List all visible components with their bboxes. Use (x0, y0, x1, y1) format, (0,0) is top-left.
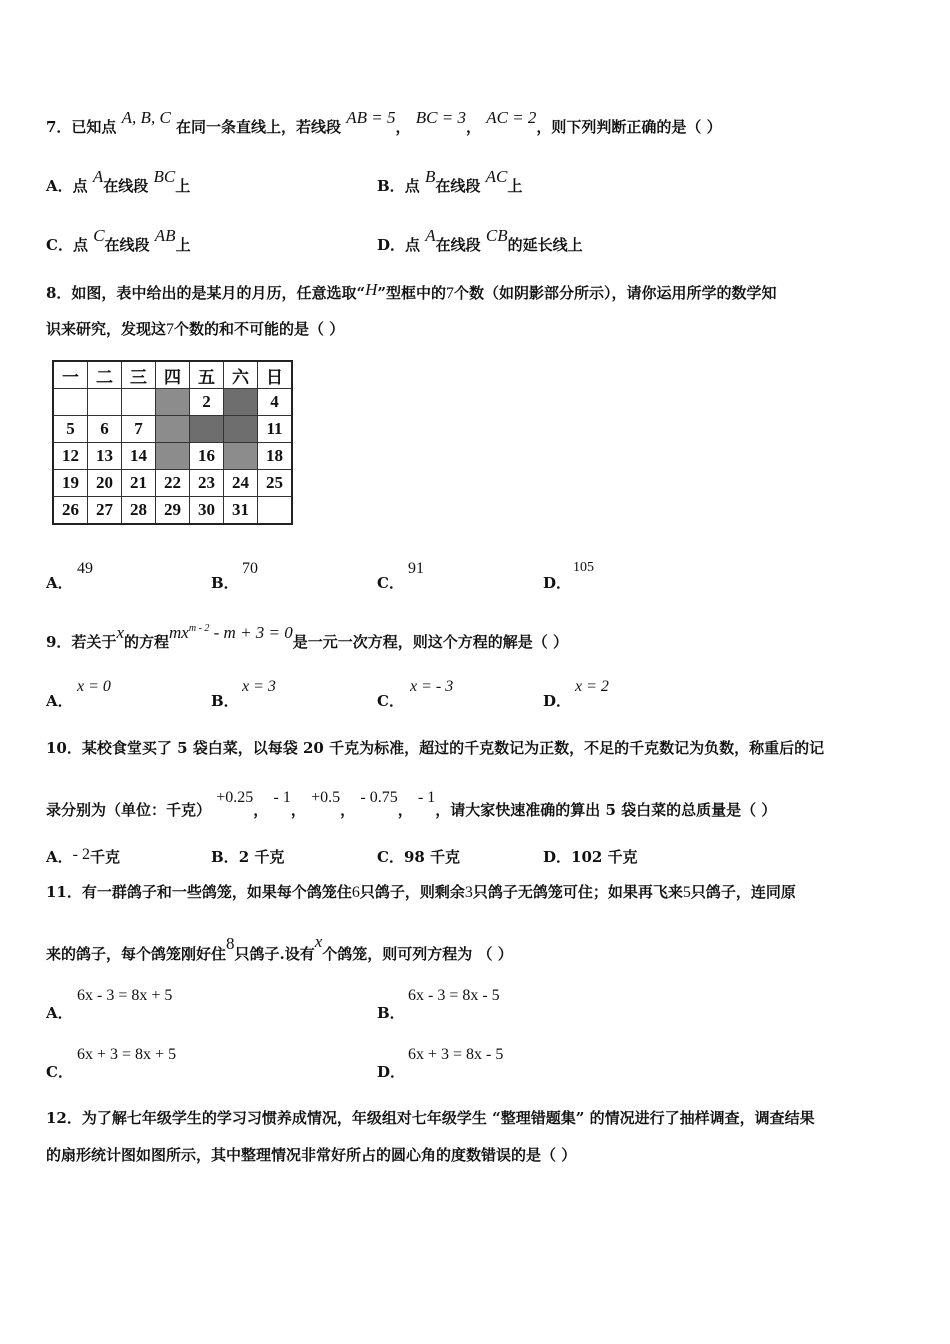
calendar-cell: 28 (122, 497, 156, 525)
q9-text: 是一元一次方程，则这个方程的解是（ ） (292, 633, 569, 651)
q11-stem-line2 (46, 932, 513, 964)
calendar-cell-shaded (224, 443, 258, 470)
q8-stem-line1 (46, 282, 777, 303)
option-text: 点 (72, 177, 88, 195)
calendar-cell: 4 (258, 389, 293, 416)
option-label: C． (377, 574, 404, 592)
calendar-cell-shaded (156, 416, 190, 443)
q11-text: 11．有一群鸽子和一些鸽笼，如果每个鸽笼住 (46, 883, 352, 901)
option-value: x = - 3 (410, 678, 454, 695)
calendar-cell: 25 (258, 470, 293, 497)
option-label: D． (377, 236, 406, 254)
q11-x: x (314, 932, 323, 951)
option-number: - 2 (72, 846, 90, 863)
option-unit: 千克 (249, 848, 285, 866)
option-label: A． (46, 692, 73, 710)
calendar-cell: 29 (156, 497, 190, 525)
q8-seven: 7 (166, 321, 175, 338)
q8-option-c[interactable] (377, 572, 404, 593)
option-segment: AB (154, 226, 176, 245)
option-point: A (92, 167, 104, 186)
option-label: C． (377, 848, 404, 866)
option-unit: 千克 (424, 848, 461, 866)
option-text: 点 (72, 236, 88, 254)
q10-option-c[interactable] (377, 846, 460, 867)
option-point: C (93, 226, 105, 245)
q7-sep2: ， (465, 118, 481, 136)
option-label: D． (377, 1063, 406, 1081)
calendar-cell: 14 (122, 443, 156, 470)
option-label: C． (46, 1063, 73, 1081)
q8-option-d[interactable] (543, 572, 571, 593)
q7-points: A, B, C (121, 108, 171, 127)
q7-sep1: ， (395, 118, 411, 136)
q11-text: 只鸽子无鸽笼可住；如果再飞来 (472, 883, 683, 901)
option-label: A． (46, 1004, 73, 1022)
weekday-header: 三 (122, 361, 156, 389)
calendar-cell: 26 (53, 497, 88, 525)
q9-exponent: m - 2 (188, 623, 210, 634)
q10-comma: ， (397, 801, 413, 819)
option-unit: 千克 (89, 848, 120, 866)
option-number: 2 (238, 848, 250, 866)
q11-text: 来的鸽子，每个鸽笼刚好住 (46, 945, 227, 963)
q8-option-b-value: 70 (242, 560, 258, 577)
calendar-cell: 21 (122, 470, 156, 497)
calendar-cell: 31 (224, 497, 258, 525)
q10-text: ，请大家快速准确的算出 5 袋白菜的总质量是（ ） (435, 801, 777, 819)
q7-ac: AC = 2 (486, 108, 537, 127)
q10-value: - 1 (273, 789, 291, 806)
calendar-cell (258, 497, 293, 525)
calendar-cell: 11 (258, 416, 293, 443)
option-segment: BC (153, 167, 176, 186)
q8-option-b[interactable] (211, 572, 239, 593)
calendar-cell: 13 (88, 443, 122, 470)
q7-option-c[interactable] (46, 226, 191, 255)
option-label: C． (377, 692, 404, 710)
weekday-header: 日 (258, 361, 293, 389)
q8-stem-line2 (46, 318, 344, 339)
q8-option-a-value: 49 (77, 560, 93, 577)
q8-h: H (365, 280, 378, 299)
q12-stem-line1: 12．为了解七年级学生的学习习惯养成情况，年级组对七年级学生 “整理错题集” 的情况进行了抽样调查，调查结果 (46, 1109, 815, 1127)
q12-stem-line2: 的扇形统计图如图所示，其中整理情况非常好所占的圆心角的度数错误的是（ ） (46, 1146, 577, 1164)
q7-number: 7．已知点 (46, 118, 117, 136)
calendar-cell (88, 389, 122, 416)
q7-option-d[interactable] (377, 226, 583, 255)
weekday-header: 一 (53, 361, 88, 389)
q8-text: 识来研究，发现这 (46, 320, 167, 338)
q11-option-c[interactable] (46, 1061, 73, 1082)
q9-text: 的方程 (123, 633, 169, 651)
calendar-cell: 7 (122, 416, 156, 443)
option-label: D． (543, 692, 572, 710)
calendar-row (53, 389, 292, 416)
q11-option-d[interactable] (377, 1061, 405, 1082)
q10-stem-line1: 10．某校食堂买了 5 袋白菜，以每袋 20 千克为标准，超过的千克数记为正数，不足的千克数记为负数，称重后的记 (46, 739, 825, 757)
q9-text: 9．若关于 (46, 633, 117, 651)
q8-option-d-value: 105 (573, 560, 594, 575)
q10-value: - 1 (417, 789, 436, 806)
calendar-cell: 5 (53, 416, 88, 443)
option-number: 102 (571, 848, 603, 866)
calendar-header-row (53, 361, 292, 389)
q11-option-b[interactable] (377, 1002, 405, 1023)
weekday-header: 二 (88, 361, 122, 389)
calendar-row (53, 443, 292, 470)
q9-equation: - m + 3 = 0 (209, 623, 293, 642)
q10-value: - 0.75 (360, 789, 398, 806)
option-label: C． (46, 236, 73, 254)
option-text: 在线段 (435, 236, 481, 254)
calendar-cell (53, 389, 88, 416)
option-label: B． (211, 692, 239, 710)
q9-option-a-value (77, 678, 111, 696)
q7-text1: 在同一条直线上，若线段 (176, 118, 342, 136)
q8-text: 个数的和不可能的是（ ） (174, 320, 345, 338)
calendar-cell: 18 (258, 443, 293, 470)
q11-option-b-value: 6x - 3 = 8x - 5 (408, 987, 500, 1004)
q10-option-b[interactable] (211, 846, 284, 867)
q8-text: ”型框中的 (377, 284, 446, 302)
q9-option-d[interactable] (543, 690, 571, 711)
option-text: 上 (175, 177, 191, 195)
option-text: 在线段 (435, 177, 481, 195)
calendar-cell-shaded (224, 389, 258, 416)
option-text: 在线段 (103, 177, 149, 195)
q9-option-b[interactable] (211, 690, 239, 711)
calendar-cell: 19 (53, 470, 88, 497)
option-text: 上 (175, 236, 191, 254)
q7-bc: BC = 3 (415, 108, 466, 127)
calendar-cell: 16 (190, 443, 224, 470)
q9-option-a[interactable] (46, 690, 73, 711)
calendar-cell: 2 (190, 389, 224, 416)
calendar-cell-shaded (156, 443, 190, 470)
q11-five: 5 (682, 884, 691, 901)
calendar-row (53, 497, 292, 525)
q11-option-a[interactable] (46, 1002, 73, 1023)
q8-option-a[interactable] (46, 572, 73, 593)
q9-option-c-value (410, 678, 453, 696)
q10-option-a[interactable] (46, 846, 120, 867)
option-unit: 千克 (602, 848, 638, 866)
q9-option-d-value (575, 678, 609, 696)
q7-option-b[interactable] (377, 167, 523, 196)
option-label: B． (211, 848, 239, 866)
q10-value: +0.5 (311, 789, 341, 806)
q11-six: 6 (351, 884, 360, 901)
q11-option-d-value: 6x + 3 = 8x - 5 (408, 1046, 504, 1063)
option-text: 在线段 (104, 236, 150, 254)
option-label: A． (46, 177, 73, 195)
q10-stem-line2 (46, 789, 777, 820)
option-point: B (424, 167, 436, 186)
calendar-row (53, 470, 292, 497)
q11-text: 只鸽子.设有 (234, 945, 315, 963)
q10-comma: ， (290, 801, 306, 819)
option-point: A (425, 226, 436, 245)
calendar-table (52, 360, 293, 525)
q11-three: 3 (464, 884, 473, 901)
calendar-cell: 23 (190, 470, 224, 497)
q9-equation: mx (169, 623, 189, 642)
calendar-cell: 20 (88, 470, 122, 497)
calendar-cell: 24 (224, 470, 258, 497)
q8-seven: 7 (446, 285, 454, 302)
q11-text: 只鸽子，连同原 (690, 883, 796, 901)
option-text: 的延长线上 (507, 236, 583, 254)
q11-text: 个鸽笼，则可列方程为 （ ） (322, 945, 513, 963)
calendar-cell (122, 389, 156, 416)
weekday-header: 六 (224, 361, 258, 389)
option-label: B． (211, 574, 239, 592)
option-number: 98 (403, 848, 425, 866)
option-text: 点 (404, 177, 420, 195)
option-label: B． (377, 177, 405, 195)
q10-option-d[interactable] (543, 846, 638, 867)
q8-text: 8．如图，表中给出的是某月的月历，任意选取“ (46, 284, 366, 302)
weekday-header: 五 (190, 361, 224, 389)
option-segment: CB (485, 226, 508, 245)
option-label: A． (46, 848, 73, 866)
q9-x: x (116, 623, 124, 642)
calendar-cell-shaded (224, 416, 258, 443)
q7-option-a[interactable] (46, 167, 191, 196)
q7-stem (46, 108, 722, 137)
option-label: D． (543, 848, 572, 866)
weekday-header: 四 (156, 361, 190, 389)
q11-option-a-value: 6x - 3 = 8x + 5 (77, 987, 173, 1004)
option-value: x = 3 (242, 678, 276, 695)
q7-ab: AB = 5 (346, 108, 396, 127)
calendar-cell: 30 (190, 497, 224, 525)
q7-text2: ，则下列判断正确的是（ ） (536, 118, 722, 136)
q11-option-c-value: 6x + 3 = 8x + 5 (77, 1046, 177, 1063)
calendar-cell-shaded (156, 389, 190, 416)
calendar-cell: 27 (88, 497, 122, 525)
q10-value: +0.25 (216, 789, 254, 806)
q11-text: 只鸽子，则剩余 (359, 883, 465, 901)
q8-option-c-value: 91 (408, 560, 424, 577)
q10-text: 录分别为（单位：千克） (46, 801, 212, 819)
option-text: 上 (507, 177, 523, 195)
q10-comma: ， (340, 801, 356, 819)
option-value: x = 0 (77, 678, 111, 695)
calendar-cell-shaded (190, 416, 224, 443)
option-label: A． (46, 574, 73, 592)
q8-text: 个数（如阴影部分所示），请你运用所学的数学知 (454, 284, 777, 302)
option-label: B． (377, 1004, 405, 1022)
calendar-row (53, 416, 292, 443)
option-segment: AC (485, 167, 508, 186)
calendar-cell: 12 (53, 443, 88, 470)
calendar-cell: 6 (88, 416, 122, 443)
q11-eight: 8 (226, 934, 235, 953)
option-text: 点 (405, 236, 421, 254)
q9-option-b-value (242, 678, 276, 696)
q10-comma: ， (253, 801, 269, 819)
q9-option-c[interactable] (377, 690, 404, 711)
q9-stem (46, 623, 569, 652)
q11-stem-line1 (46, 881, 796, 902)
option-value: x = 2 (575, 678, 609, 695)
option-label: D． (543, 574, 572, 592)
calendar-cell: 22 (156, 470, 190, 497)
